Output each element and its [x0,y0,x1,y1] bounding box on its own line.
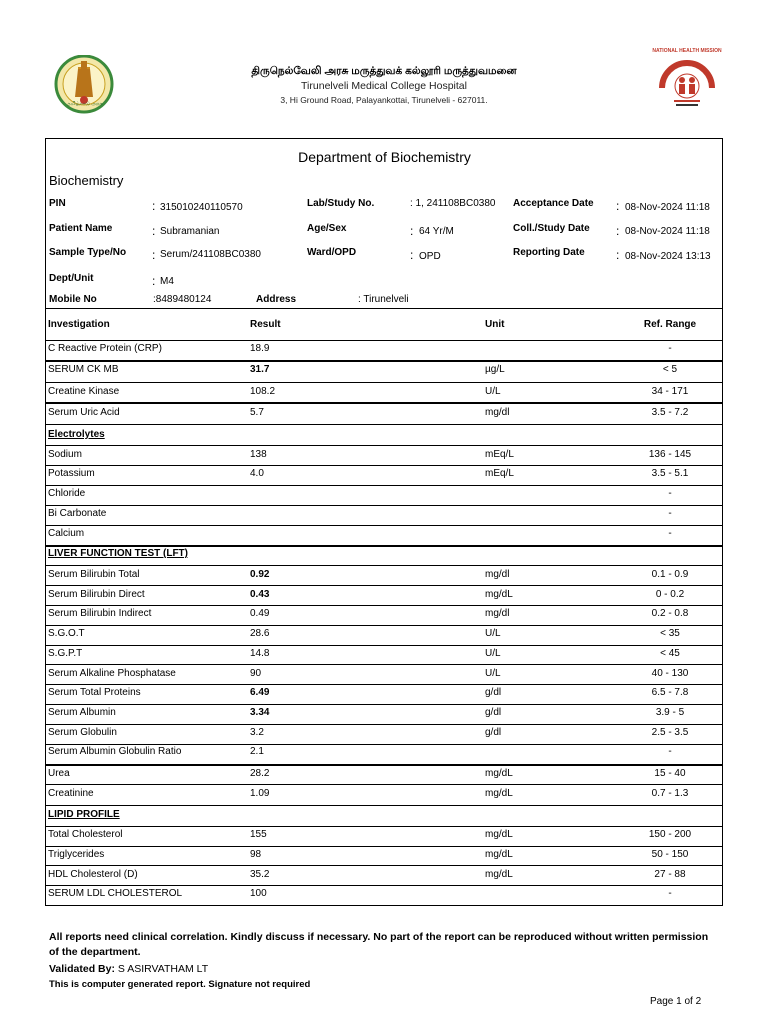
test-ref-range: 0.2 - 0.8 [651,608,689,619]
test-name: SERUM CK MB [48,364,119,375]
test-unit: g/dl [485,707,502,718]
test-unit: mg/dL [485,829,513,840]
test-name: Serum Bilirubin Total [48,569,140,580]
test-unit: U/L [485,648,501,659]
colon: : [616,199,620,213]
test-unit: mg/dL [485,869,513,880]
row-divider [45,445,723,446]
row-divider [45,424,723,425]
patient-name-value: Subramanian [160,226,220,237]
header-investigation: Investigation [48,319,110,330]
test-unit: mg/dL [485,589,513,600]
test-ref-range: - [668,488,672,499]
row-divider [45,764,723,766]
row-divider [45,340,723,341]
test-name: Serum Globulin [48,727,117,738]
test-name: Serum Bilirubin Indirect [48,608,152,619]
colon: : [616,248,620,262]
test-ref-range: 2.5 - 3.5 [651,727,689,738]
test-name: Total Cholesterol [48,829,123,840]
patient-name-label: Patient Name [49,223,113,234]
row-divider [45,645,723,646]
test-result: 108.2 [250,386,276,397]
test-result: 18.9 [250,343,270,354]
test-ref-range: - [668,343,672,354]
test-name: Urea [48,768,70,779]
test-name: Serum Bilirubin Direct [48,589,145,600]
test-result: 1.09 [250,788,270,799]
row-divider [45,382,723,383]
sample-value: Serum/241108BC0380 [160,249,261,260]
test-result: 100 [250,888,267,899]
test-ref-range: 27 - 88 [654,869,686,880]
test-ref-range: 40 - 130 [651,668,689,679]
test-unit: U/L [485,668,501,679]
test-ref-range: 0.1 - 0.9 [651,569,689,580]
page-number: Page 1 of 2 [650,996,702,1007]
row-divider [45,805,723,806]
test-name: SERUM LDL CHOLESTEROL [48,888,183,899]
ward-label: Ward/OPD [307,247,357,258]
test-name: Serum Total Proteins [48,687,141,698]
row-divider [45,360,723,362]
lab-value: : 1, 241108BC0380 [410,198,496,209]
row-divider [45,485,723,486]
test-result: 28.6 [250,628,270,639]
validated-label: Validated By: [49,963,115,975]
test-result: 138 [250,449,267,460]
test-name: Serum Albumin Globulin Ratio [48,746,182,757]
colon: : [152,248,156,262]
test-result: 155 [250,829,267,840]
row-divider [45,505,723,506]
test-unit: mEq/L [485,449,514,460]
age-value: 64 Yr/M [419,226,454,237]
sample-label: Sample Type/No [49,247,127,258]
row-divider [45,402,723,404]
lab-label: Lab/Study No. [307,198,375,209]
validated-name: S ASIRVATHAM LT [117,963,209,975]
test-result: 2.1 [250,746,264,757]
test-unit: mg/dL [485,788,513,799]
test-ref-range: 50 - 150 [651,849,689,860]
header-unit: Unit [485,319,505,330]
test-name: HDL Cholesterol (D) [48,869,138,880]
test-ref-range: 136 - 145 [648,449,692,460]
test-unit: U/L [485,386,501,397]
test-unit: mg/dl [485,407,510,418]
test-unit: g/dl [485,727,502,738]
test-result: 0.43 [250,589,270,600]
test-ref-range: < 35 [660,628,680,639]
acceptance-date-label: Acceptance Date [513,198,594,209]
test-name: Potassium [48,468,95,479]
test-name: Serum Uric Acid [48,407,120,418]
row-divider [45,605,723,606]
test-result: 3.2 [250,727,264,738]
test-unit: mg/dL [485,768,513,779]
dept-label: Dept/Unit [49,273,94,284]
row-divider [45,525,723,526]
test-name: Calcium [48,528,85,539]
test-result: 6.49 [250,687,270,698]
test-result: 90 [250,668,262,679]
hospital-name-tamil: திருநெல்வேலி அரசு மருத்துவக் கல்லூரி மருத்துவமனை [251,65,517,77]
address-label: Address [256,294,297,305]
mobile-label: Mobile No [49,294,97,305]
row-divider [45,664,723,665]
test-name: Triglycerides [48,849,105,860]
test-name: Chloride [48,488,86,499]
test-result: 5.7 [250,407,264,418]
collection-date-value: 08-Nov-2024 11:18 [625,226,710,237]
test-name: S.G.P.T [48,648,83,659]
test-result: 0.92 [250,569,270,580]
test-result: 28.2 [250,768,270,779]
test-unit: mg/dl [485,569,510,580]
test-ref-range: 34 - 171 [651,386,689,397]
right-logo-text: NATIONAL HEALTH MISSION [652,48,722,54]
disclaimer: All reports need clinical correlation. Kindly discuss if necessary. No part of the report can be reproduced without written permission of the department. [49,931,709,958]
test-unit: U/L [485,628,501,639]
test-unit: mEq/L [485,468,514,479]
test-result: 0.49 [250,608,270,619]
row-divider [45,545,723,547]
test-unit: g/dl [485,687,502,698]
section-label: LIPID PROFILE [48,809,120,820]
hospital-name: Tirunelveli Medical College Hospital [301,80,467,92]
address-value: : Tirunelveli [358,294,409,305]
pin-value: 315010240110570 [160,202,243,213]
collection-date-label: Coll./Study Date [513,223,590,234]
row-divider [45,684,723,685]
test-ref-range: 0 - 0.2 [655,589,685,600]
header-ref-range: Ref. Range [643,319,697,330]
row-divider [45,885,723,886]
row-divider [45,585,723,586]
test-ref-range: - [668,746,672,757]
test-result: 31.7 [250,364,270,375]
test-unit: mg/dL [485,849,513,860]
pin-label: PIN [49,198,66,209]
row-divider [45,826,723,827]
test-unit: µg/L [485,364,505,375]
test-name: Serum Alkaline Phosphatase [48,668,176,679]
test-name: Bi Carbonate [48,508,107,519]
test-ref-range: 150 - 200 [648,829,692,840]
test-result: 4.0 [250,468,264,479]
colon: : [152,224,156,238]
department-title: Department of Biochemistry [298,149,471,165]
test-result: 98 [250,849,262,860]
test-unit: mg/dl [485,608,510,619]
row-divider [45,565,723,566]
row-divider [45,865,723,866]
test-name: Sodium [48,449,82,460]
row-divider [45,784,723,785]
test-result: 14.8 [250,648,270,659]
age-label: Age/Sex [307,223,347,234]
test-ref-range: - [668,888,672,899]
row-divider [45,465,723,466]
test-result: 3.34 [250,707,270,718]
section-label: Electrolytes [48,429,105,440]
reporting-date-value: 08-Nov-2024 13:13 [625,251,711,262]
test-ref-range: 3.5 - 7.2 [651,407,689,418]
colon: : [152,274,156,288]
row-divider [45,625,723,626]
section-label: LIVER FUNCTION TEST (LFT) [48,548,188,559]
test-name: Serum Albumin [48,707,116,718]
colon: : [152,199,156,213]
mobile-value: :8489480124 [153,294,212,305]
test-ref-range: < 45 [660,648,680,659]
test-ref-range: 6.5 - 7.8 [651,687,689,698]
colon: : [616,224,620,238]
test-ref-range: 0.7 - 1.3 [651,788,689,799]
row-divider [45,704,723,705]
validated-by [49,963,208,975]
section-title: Biochemistry [49,173,124,188]
test-ref-range: - [668,508,672,519]
test-ref-range: 3.9 - 5 [655,707,685,718]
reporting-date-label: Reporting Date [513,247,585,258]
header-result: Result [250,319,281,330]
row-divider [45,846,723,847]
results-table [45,308,723,906]
left-logo-text: தமிழ்நாடு அரசு [67,101,103,107]
acceptance-date-value: 08-Nov-2024 11:18 [625,202,710,213]
ward-value: OPD [419,251,441,262]
dept-value: M4 [160,276,174,287]
test-ref-range: 15 - 40 [654,768,686,779]
row-divider [45,724,723,725]
test-ref-range: - [668,528,672,539]
test-result: 35.2 [250,869,270,880]
test-name: Creatinine [48,788,94,799]
row-divider [45,744,723,745]
hospital-address: 3, Hi Ground Road, Palayankottai, Tirunelveli - 627011. [280,95,488,105]
colon: : [410,224,414,238]
test-ref-range: < 5 [662,364,678,375]
test-name: C Reactive Protein (CRP) [48,343,162,354]
test-name: S.G.O.T [48,628,85,639]
colon: : [410,248,414,262]
test-name: Creatine Kinase [48,386,120,397]
test-ref-range: 3.5 - 5.1 [651,468,689,479]
computer-generated-note: This is computer generated report. Signature not required [49,979,311,990]
